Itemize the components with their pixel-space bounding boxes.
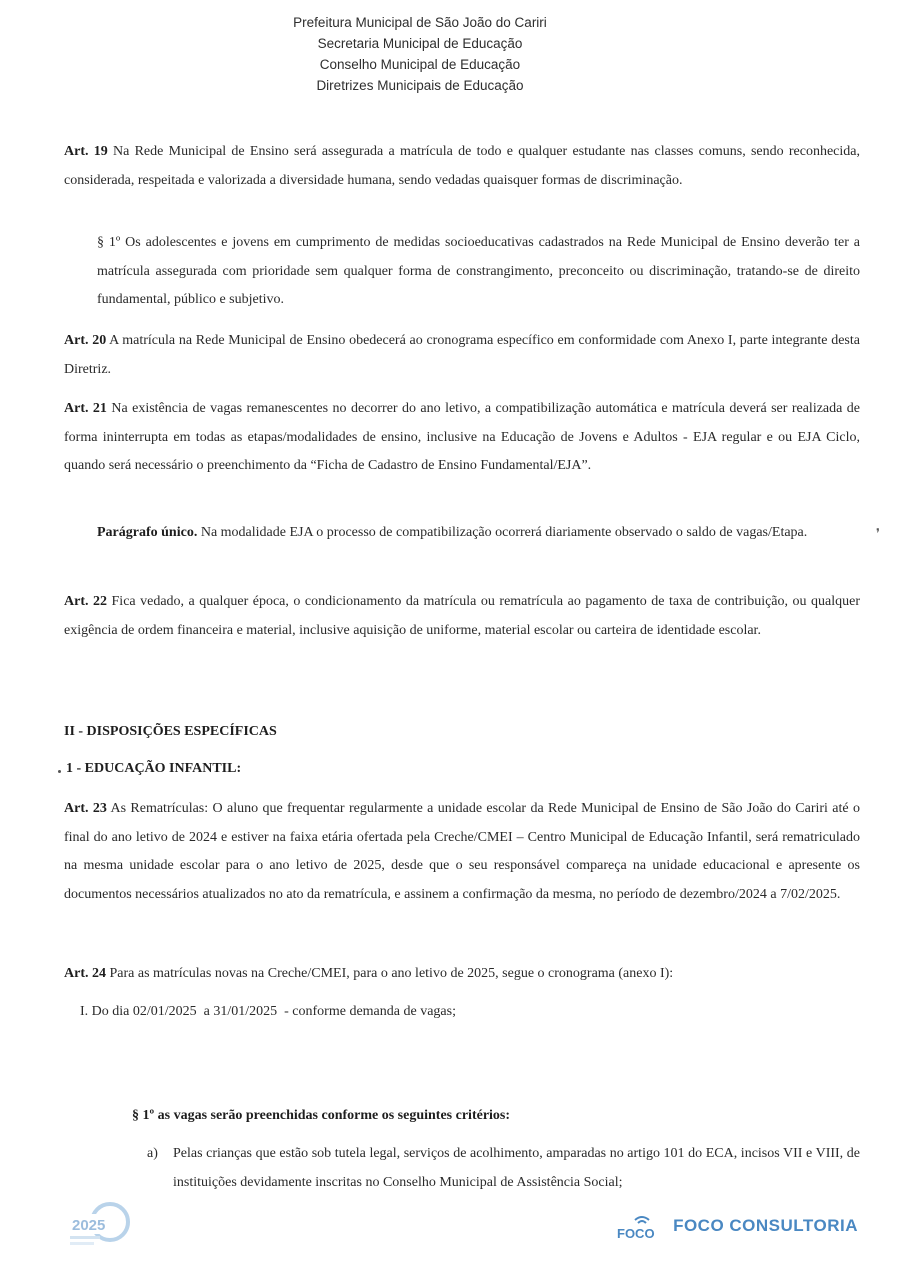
article-22-label: Art. 22 xyxy=(64,594,107,609)
article-20-text: A matrícula na Rede Municipal de Ensino obedecerá ao cronograma específico em conformidade com Anexo I, parte integrante desta Diretriz. xyxy=(64,333,860,377)
sole-paragraph-label: Parágrafo único. xyxy=(97,525,198,540)
article-19-text: Na Rede Municipal de Ensino será assegurada a matrícula de todo e qualquer estudante nas classes comuns, sendo reconhecida, considerada, respeitada e valorizada a diversidade humana, sendo vedadas quaisquer formas de discriminação. xyxy=(64,144,860,188)
section-heading-disposicoes-especificas: II - DISPOSIÇÕES ESPECÍFICAS xyxy=(64,724,277,739)
footer-brand xyxy=(615,1212,858,1240)
article-24-item-I: I. Do dia 02/01/2025 a 31/01/2025 - conforme demanda de vagas; xyxy=(80,1004,456,1019)
article-23-label: Art. 23 xyxy=(64,801,107,816)
article-19-paragraph-1: § 1º Os adolescentes e jovens em cumprimento de medidas socioeducativas cadastrados na Rede Municipal de Ensino deverão ter a matrícula assegurada com prioridade sem qualquer forma de constrangimento, preconceito ou discriminação, tratando-se de direito fundamental, público e subjetivo. xyxy=(97,235,860,307)
article-24-label: Art. 24 xyxy=(64,966,106,981)
ink-dot xyxy=(58,770,61,773)
article-22 xyxy=(64,588,860,645)
article-24-paragraph-1-title: § 1º as vagas serão preenchidas conforme os seguintes critérios: xyxy=(132,1108,511,1123)
article-23-text: As Rematrículas: O aluno que frequentar regularmente a unidade escolar da Rede Municipal de Ensino de São João do Cariri até o final do ano letivo de 2024 e estiver na faixa etária ofertada pela Creche/CMEI – Centro Municipal de Educação Infantil, será rematriculado na mesma unidade escolar para o ano letivo de 2025, desde que o seu responsável compareça na unidade educacional e apresente os documentos necessários atualizados no ato da rematrícula, e assinem a confirmação da mesma, no período de dezembro/2024 a 7/02/2025. xyxy=(64,801,860,902)
logo-year-text: 2025 xyxy=(72,1217,106,1234)
article-21-sole-paragraph xyxy=(97,519,860,548)
article-24-text: Para as matrículas novas na Creche/CMEI, para o ano letivo de 2025, segue o cronograma (anexo I): xyxy=(109,966,674,981)
criteria-item-a xyxy=(147,1140,860,1197)
article-19-label: Art. 19 xyxy=(64,144,108,159)
section-heading-educacao-infantil: 1 - EDUCAÇÃO INFANTIL: xyxy=(66,761,242,776)
article-22-text: Fica vedado, a qualquer época, o condicionamento da matrícula ou rematrícula ao pagamento de taxa de contribuição, ou qualquer exigência de ordem financeira e material, inclusive aquisição de uniforme, material escolar ou carteira de identidade escolar. xyxy=(64,594,860,638)
document-header xyxy=(0,12,840,96)
article-20-label: Art. 20 xyxy=(64,333,107,348)
article-21-label: Art. 21 xyxy=(64,401,107,416)
article-23 xyxy=(64,795,860,909)
article-24 xyxy=(64,960,860,989)
article-21 xyxy=(64,395,860,481)
sole-paragraph-text: Na modalidade EJA o processo de compatibilização ocorrerá diariamente observado o saldo de vagas/Etapa. xyxy=(200,525,808,540)
footer-brand-text: FOCO CONSULTORIA xyxy=(673,1216,858,1235)
header-line-conselho: Conselho Municipal de Educação xyxy=(319,57,521,72)
article-20 xyxy=(64,327,860,384)
article-21-text: Na existência de vagas remanescentes no decorrer do ano letivo, a compatibilização automática e matrícula deverá ser realizada de forma ininterrupta em todas as etapas/modalidades de ensino, inclusive na Educação de Jovens e Adultos - EJA regular e ou EJA Ciclo, quando será necessário o preenchimento da “Ficha de Cadastro de Ensino Fundamental/EJA”. xyxy=(64,401,860,473)
article-19 xyxy=(64,138,860,195)
foco-logo-word: FOCO xyxy=(617,1226,655,1240)
year-logo-icon xyxy=(66,1196,136,1248)
criteria-item-a-label: a) xyxy=(147,1146,158,1161)
header-line-diretrizes: Diretrizes Municipais de Educação xyxy=(316,78,524,93)
criteria-item-a-text: Pelas crianças que estão sob tutela legal, serviços de acolhimento, amparadas no artigo 101 do ECA, incisos VII e VIII, de instituições devidamente inscritas no Conselho Municipal de Assistência Social; xyxy=(173,1146,860,1190)
footer-year-logo xyxy=(66,1196,136,1248)
scan-mark: ❜ xyxy=(876,526,880,540)
article-24-paragraph-1 xyxy=(132,1102,860,1131)
foco-logo-icon xyxy=(615,1212,665,1240)
header-line-prefeitura: Prefeitura Municipal de São João do Cariri xyxy=(293,15,547,30)
header-line-secretaria: Secretaria Municipal de Educação xyxy=(317,36,523,51)
